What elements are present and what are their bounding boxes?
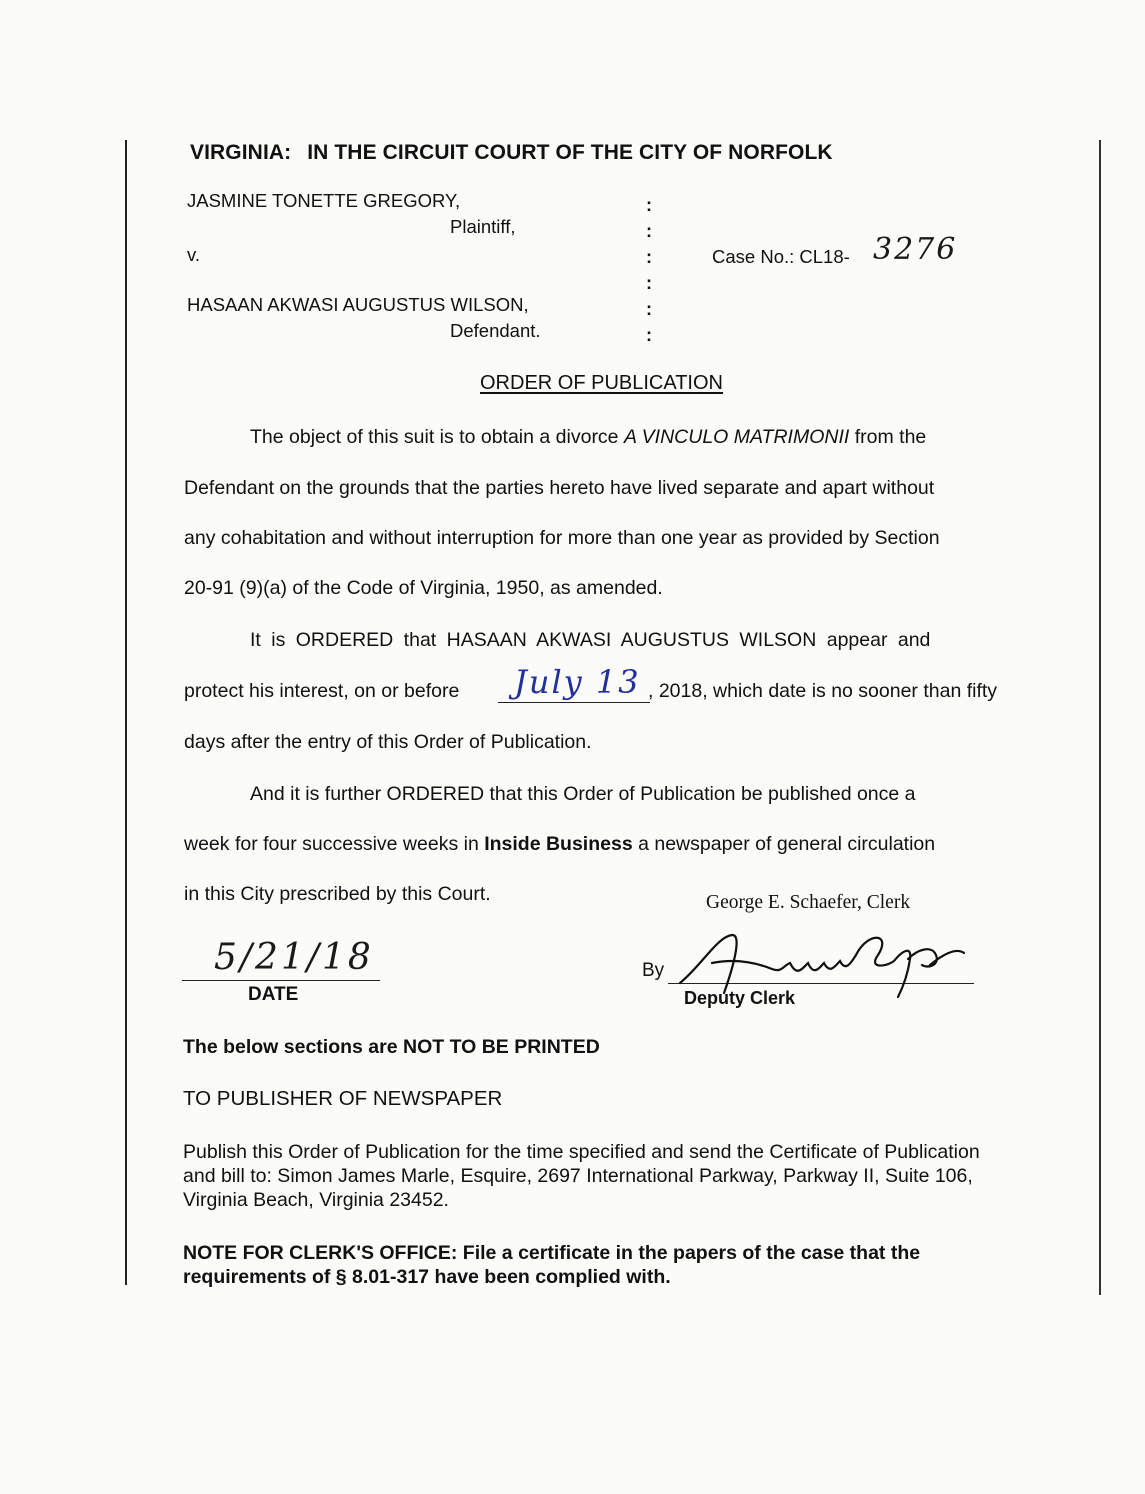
plaintiff-name: JASMINE TONETTE GREGORY,	[187, 190, 461, 211]
court-heading	[190, 141, 833, 165]
text-run: from the	[849, 426, 927, 448]
paragraph3-line2	[184, 833, 935, 856]
text-run: week for four successive weeks in	[184, 833, 485, 855]
paragraph2-line2-start: protect his interest, on or before	[184, 680, 460, 702]
clerk-office-note: NOTE FOR CLERK'S OFFICE: File a certificate in the papers of the case that the requirements of § 8.01-317 have been complied with.	[183, 1242, 921, 1288]
caption-colon: :	[646, 273, 652, 293]
signed-date-handwritten: 5/21/18	[214, 937, 374, 978]
defendant-role: Defendant.	[450, 320, 541, 341]
versus-label: v.	[187, 244, 201, 265]
caption-colon: :	[646, 325, 652, 345]
date-signature-line	[182, 980, 380, 981]
paragraph1-line2: Defendant on the grounds that the parties hereto have lived separate and apart without	[184, 477, 935, 499]
latin-term: A VINCULO MATRIMONII	[623, 426, 850, 448]
paragraph2-line2-end: , 2018, which date is no sooner than fifty	[648, 680, 998, 702]
document-title: ORDER OF PUBLICATION	[480, 372, 723, 394]
defendant-name: HASAAN AKWASI AUGUSTUS WILSON,	[187, 294, 529, 315]
text-run: The object of this suit is to obtain a divorce	[250, 426, 624, 448]
case-number-label: Case No.: CL18-	[712, 246, 850, 267]
plaintiff-role: Plaintiff,	[450, 216, 516, 237]
by-label: By	[642, 960, 665, 981]
paragraph1-line1	[250, 426, 926, 449]
caption-colon: :	[646, 299, 652, 319]
paragraph2-line1: It is ORDERED that HASAAN AKWASI AUGUSTUS WILSON appear and	[250, 629, 931, 651]
text-run: a newspaper of general circulation	[632, 833, 936, 855]
deputy-clerk-label: Deputy Clerk	[684, 988, 796, 1008]
publisher-heading: TO PUBLISHER OF NEWSPAPER	[183, 1087, 503, 1110]
caption-colon: :	[646, 247, 652, 267]
date-label: DATE	[248, 984, 299, 1005]
not-printed-note: The below sections are NOT TO BE PRINTED	[183, 1036, 600, 1058]
paragraph3-line3: in this City prescribed by this Court.	[184, 883, 491, 905]
clerk-name: George E. Schaefer, Clerk	[706, 892, 911, 913]
caption-colon: :	[646, 221, 652, 241]
right-margin-rule	[1099, 140, 1101, 1295]
paragraph1-line4: 20-91 (9)(a) of the Code of Virginia, 1950, as amended.	[184, 577, 663, 599]
publisher-instructions: Publish this Order of Publication for the time specified and send the Certificate of Publication and bill to: Simon James Marle, Esquire, 2697 International Parkway, Parkway II, Suite 106, Virginia Beach, Virginia 23452.	[183, 1141, 980, 1211]
jurisdiction-label: VIRGINIA:	[190, 141, 292, 164]
paragraph3-line1: And it is further ORDERED that this Order of Publication be published once a	[250, 783, 916, 805]
caption-colon: :	[646, 195, 652, 215]
appearance-date-handwritten: July 13	[514, 663, 641, 701]
date-blank-line	[498, 702, 650, 703]
paragraph1-line3: any cohabitation and without interruption for more than one year as provided by Section	[184, 527, 940, 549]
court-name: IN THE CIRCUIT COURT OF THE CITY OF NORFOLK	[307, 141, 833, 164]
case-number-handwritten: 3276	[873, 232, 958, 267]
paragraph2-line3: days after the entry of this Order of Publication.	[184, 731, 592, 753]
left-margin-rule	[125, 140, 127, 1285]
newspaper-name: Inside Business	[484, 833, 633, 855]
